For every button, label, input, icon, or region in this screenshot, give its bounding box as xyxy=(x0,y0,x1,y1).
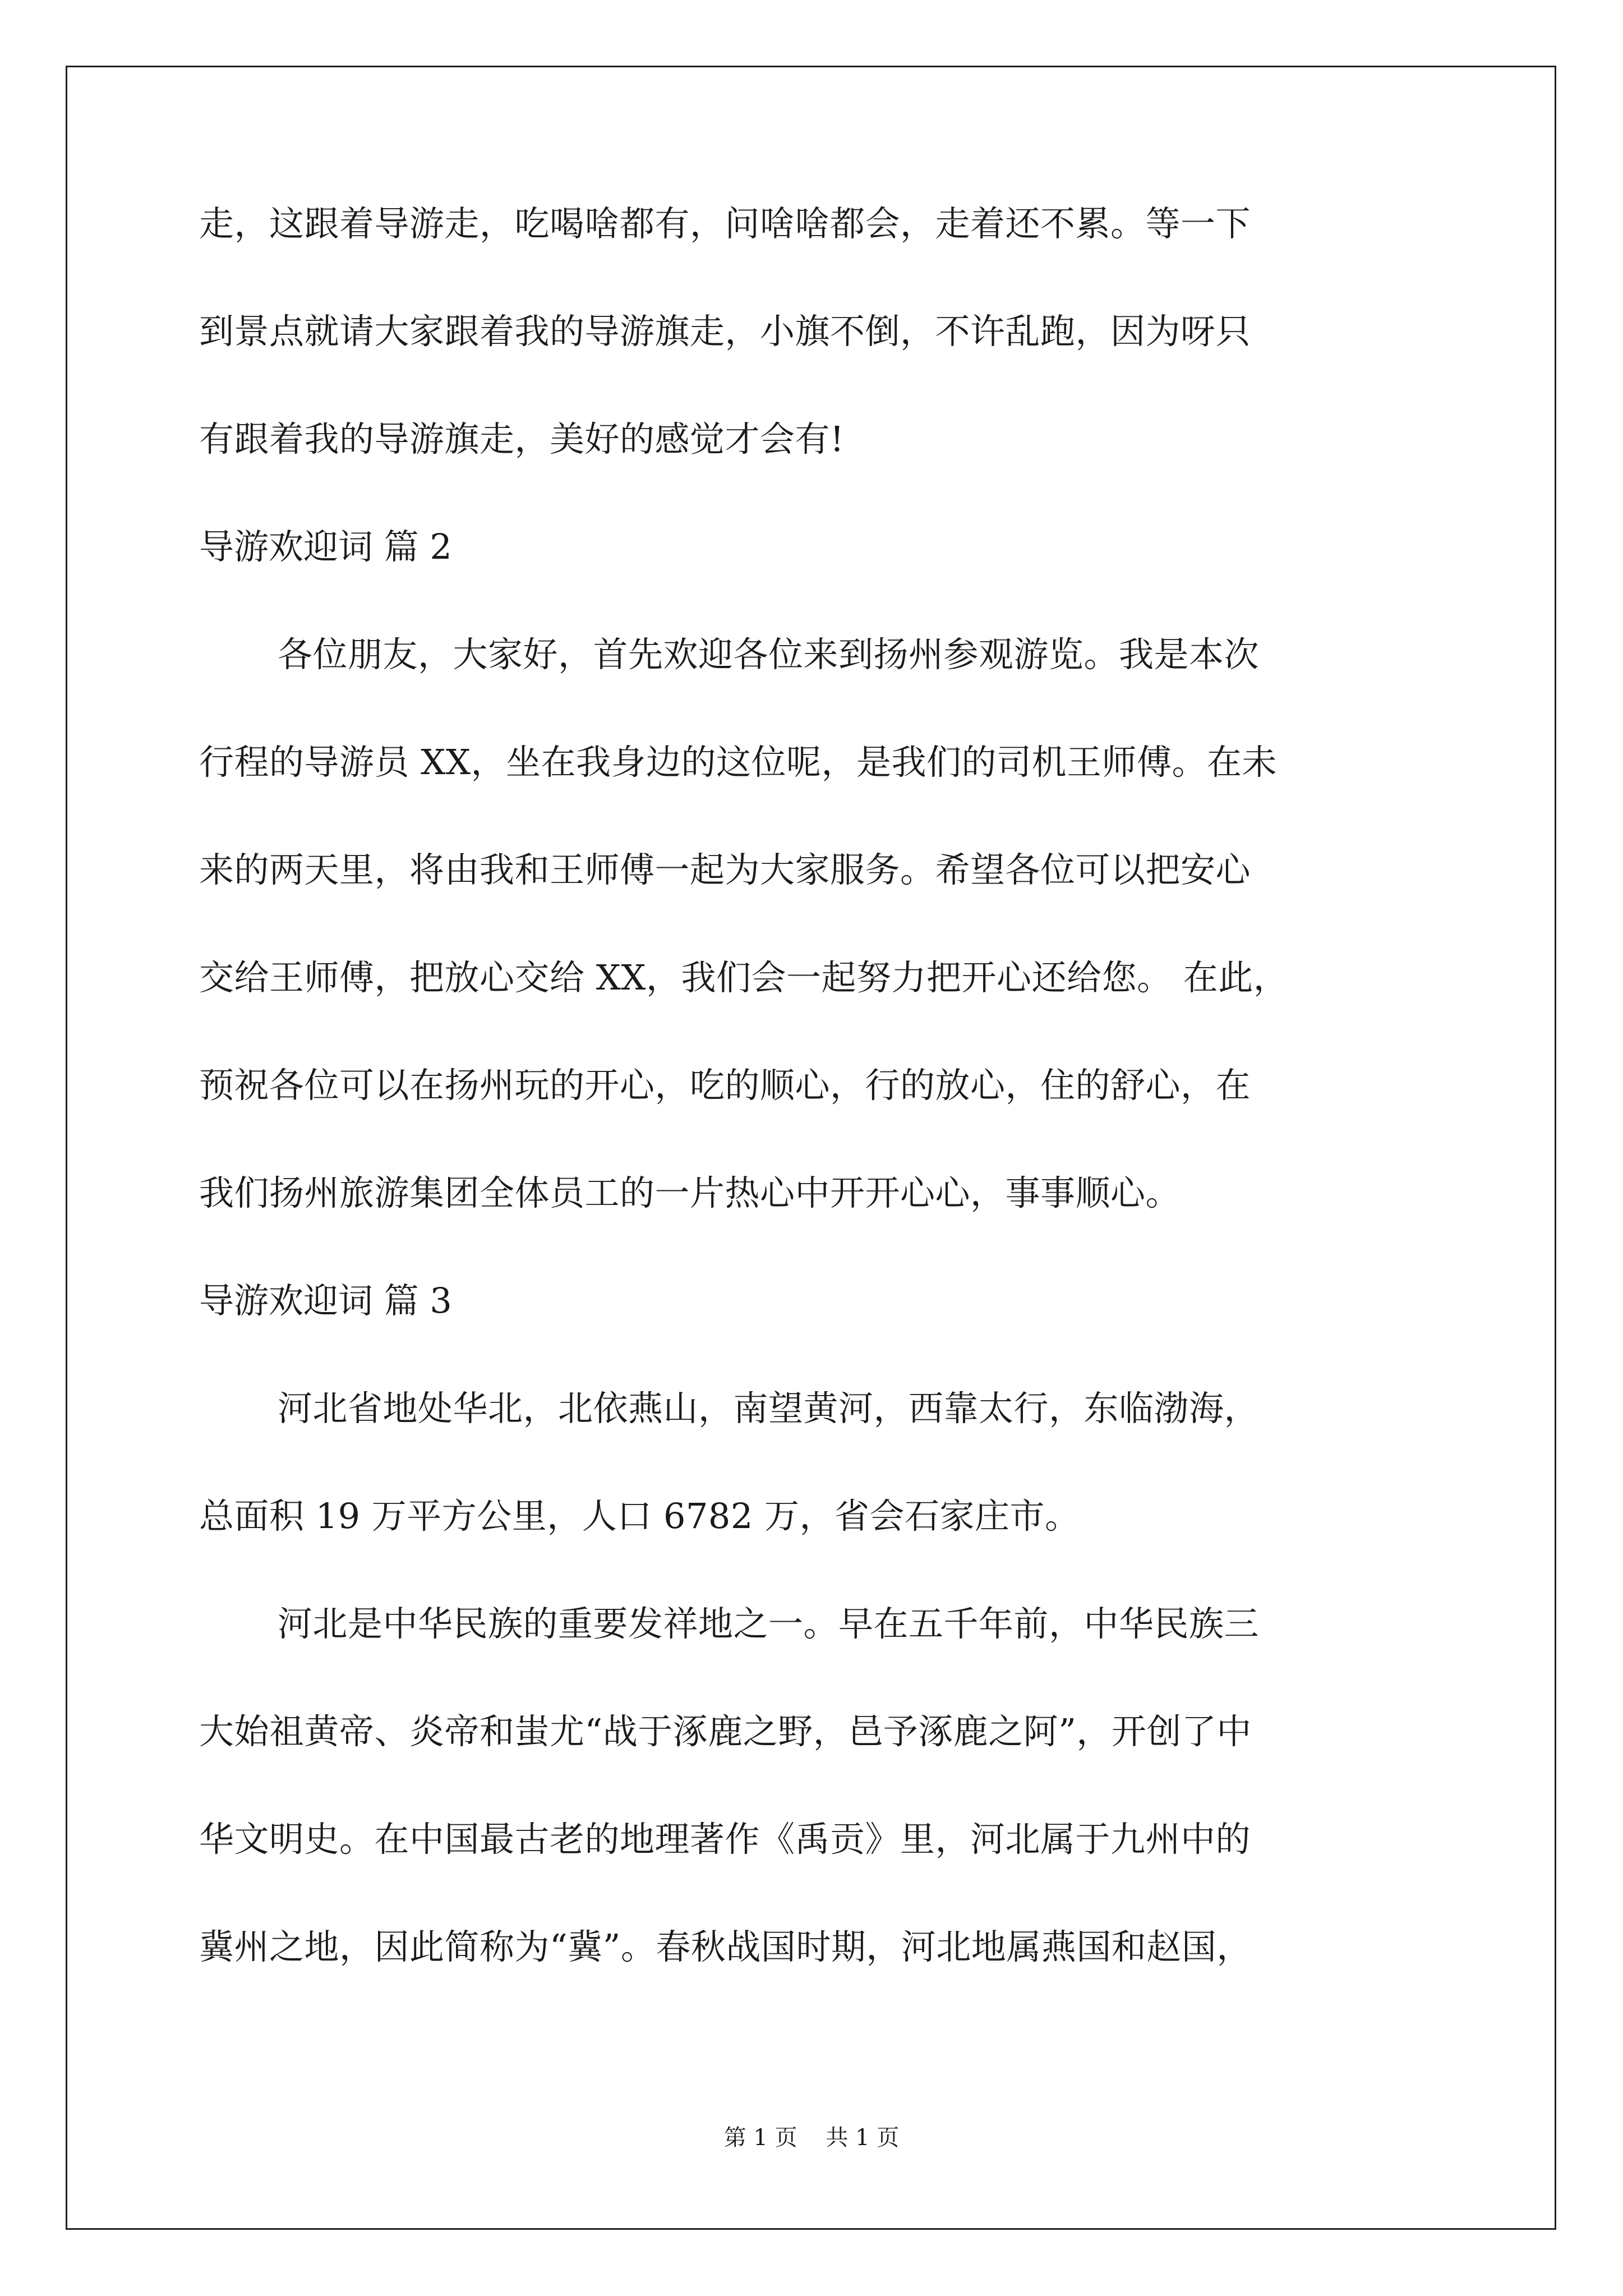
text-line: 交给王师傅，把放心交给 XX，我们会一起努力把开心还给您。 在此， xyxy=(199,957,1289,998)
section-heading: 导游欢迎词 篇 2 xyxy=(199,526,452,567)
document-body xyxy=(199,203,1433,1967)
text-line: 预祝各位可以在扬州玩的开心，吃的顺心，行的放心，住的舒心，在 xyxy=(199,1065,1251,1106)
text-line: 华文明史。在中国最古老的地理著作《禹贡》里，河北属于九州中的 xyxy=(199,1819,1251,1860)
text-line: 河北省地处华北，北依燕山，南望黄河，西靠太行，东临渤海， xyxy=(278,1388,1260,1429)
text-line: 河北是中华民族的重要发祥地之一。早在五千年前，中华民族三 xyxy=(278,1603,1260,1644)
text-line: 来的两天里，将由我和王师傅一起为大家服务。希望各位可以把安心 xyxy=(199,849,1251,890)
text-line: 到景点就请大家跟着我的导游旗走，小旗不倒，不许乱跑，因为呀只 xyxy=(199,311,1251,352)
text-line: 大始祖黄帝、炎帝和蚩尤“战于涿鹿之野，邑予涿鹿之阿”，开创了中 xyxy=(199,1711,1252,1752)
text-line: 行程的导游员 XX，坐在我身边的这位呢，是我们的司机王师傅。在未 xyxy=(199,742,1277,783)
text-line: 冀州之地，因此简称为“冀”。春秋战国时期，河北地属燕国和赵国， xyxy=(199,1926,1252,1967)
text-line: 有跟着我的导游旗走，美好的感觉才会有! xyxy=(199,418,845,459)
text-line: 总面积 19 万平方公里，人口 6782 万，省会石家庄市。 xyxy=(199,1496,1080,1536)
text-line: 各位朋友，大家好，首先欢迎各位来到扬州参观游览。我是本次 xyxy=(278,634,1260,675)
section-heading: 导游欢迎词 篇 3 xyxy=(199,1280,452,1321)
page-number-footer: 第 1 页 共 1 页 xyxy=(723,2125,900,2151)
text-line: 我们扬州旅游集团全体员工的一片热心中开开心心，事事顺心。 xyxy=(199,1172,1181,1213)
text-line: 走，这跟着导游走，吃喝啥都有，问啥啥都会，走着还不累。等一下 xyxy=(199,203,1251,244)
